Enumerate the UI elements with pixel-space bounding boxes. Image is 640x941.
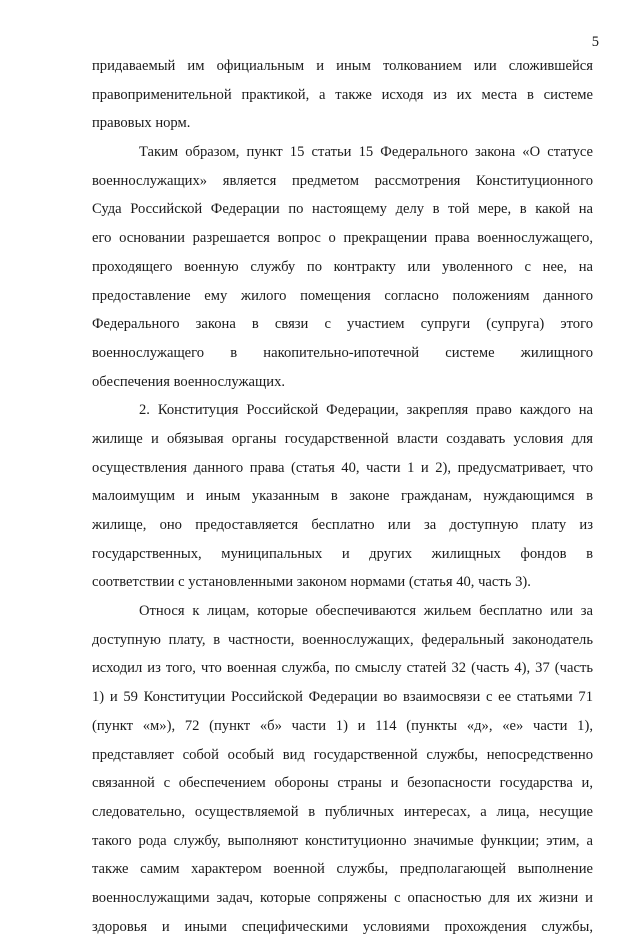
text-line: связанной с обеспечением обороны страны и безопасности государства и, xyxy=(92,775,593,792)
text-line: проходящего военную службу по контракту или уволенного с нее, на xyxy=(92,258,593,275)
text-line: военнослужащими задач, которые сопряжены с опасностью для их жизни и xyxy=(92,889,593,906)
text-line: предоставление ему жилого помещения согласно положениям данного xyxy=(92,287,593,304)
document-body xyxy=(92,52,593,941)
paragraph xyxy=(92,396,593,597)
paragraph xyxy=(92,52,593,138)
text-line: следовательно, осуществляемой в публичных интересах, а лица, несущие xyxy=(92,803,593,820)
text-line: обеспечения военнослужащих. xyxy=(92,373,286,390)
text-line: соответствии с установленными законом нормами (статья 40, часть 3). xyxy=(92,574,531,591)
text-line: здоровья и иными специфическими условиями прохождения службы, xyxy=(92,918,593,935)
text-line: исходил из того, что военная служба, по смыслу статей 32 (часть 4), 37 (часть xyxy=(92,660,593,677)
text-line: его основании разрешается вопрос о прекращении права военнослужащего, xyxy=(92,230,593,247)
text-line: доступную плату, в частности, военнослужащих, федеральный законодатель xyxy=(92,631,593,648)
text-line: придаваемый им официальным и иным толкованием или сложившейся xyxy=(92,58,593,74)
text-line: военнослужащих» является предметом рассмотрения Конституционного xyxy=(92,172,593,189)
text-line: 1) и 59 Конституции Российской Федерации во взаимосвязи с ее статьями 71 xyxy=(92,689,593,706)
text-line: 2. Конституция Российской Федерации, закрепляя право каждого на xyxy=(139,402,593,419)
text-line: такого рода службу, выполняют конституционно значимые функции; этим, а xyxy=(92,832,593,849)
text-line: жилище, оно предоставляется бесплатно или за доступную плату из xyxy=(92,517,593,533)
text-line: также самим характером военной службы, предполагающей выполнение xyxy=(92,861,593,878)
text-line: Федерального закона в связи с участием супруги (супруга) этого xyxy=(92,316,593,333)
text-line: военнослужащего в накопительно-ипотечной системе жилищного xyxy=(92,344,593,361)
text-line: жилище и обязывая органы государственной власти создавать условия для xyxy=(92,430,593,447)
text-line: представляет собой особый вид государственной службы, непосредственно xyxy=(92,746,593,763)
paragraph xyxy=(92,597,593,941)
text-line: малоимущим и иным указанным в законе гражданам, нуждающимся в xyxy=(92,488,593,505)
paragraph xyxy=(92,138,593,396)
page-number: 5 xyxy=(591,34,599,50)
text-line: осуществления данного права (статья 40, части 1 и 2), предусматривает, что xyxy=(92,459,593,476)
text-line: Таким образом, пункт 15 статьи 15 Федерального закона «О статусе xyxy=(139,144,593,161)
text-line: Суда Российской Федерации по настоящему делу в той мере, в какой на xyxy=(92,201,593,218)
text-line: правовых норм. xyxy=(92,115,191,132)
text-line: правоприменительной практикой, а также исходя из их места в системе xyxy=(92,86,593,103)
text-line: (пункт «м»), 72 (пункт «б» части 1) и 114 (пункты «д», «е» части 1), xyxy=(92,717,593,734)
text-line: государственных, муниципальных и других жилищных фондов в xyxy=(92,545,593,562)
text-line: Относя к лицам, которые обеспечиваются жильем бесплатно или за xyxy=(139,603,593,620)
